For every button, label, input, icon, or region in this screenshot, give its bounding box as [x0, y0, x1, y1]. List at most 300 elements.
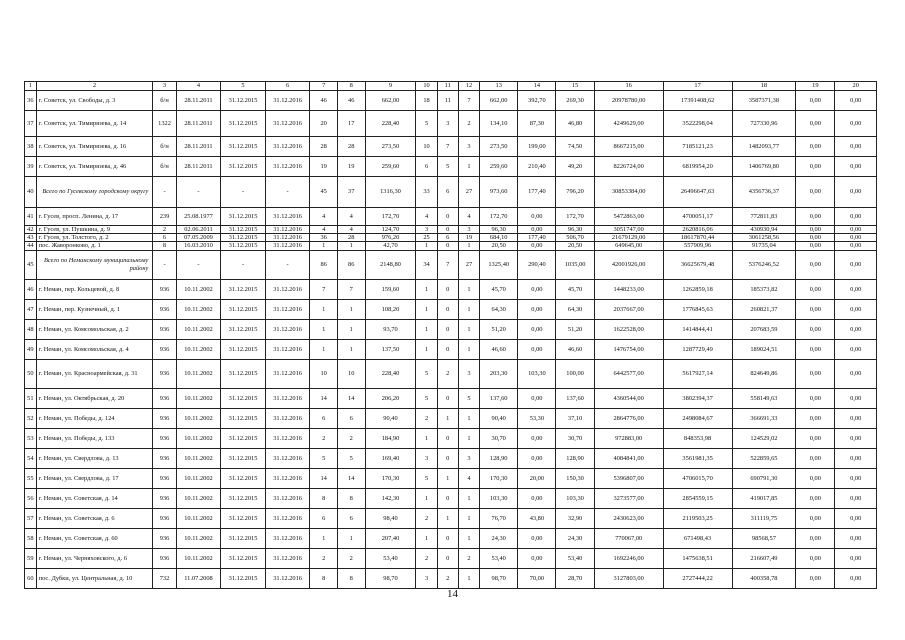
value-cell: 0,00	[835, 548, 877, 568]
value-cell: 1	[437, 508, 458, 528]
value-cell: 6	[310, 408, 338, 428]
value-cell: 0,00	[796, 208, 835, 226]
value-cell: 0,00	[835, 242, 877, 250]
value-cell: 31.12.2016	[265, 548, 310, 568]
address-cell: пос. Жаворонково, д. 1	[36, 242, 153, 250]
value-cell: 3802394,37	[663, 388, 732, 408]
value-cell: 1	[310, 319, 338, 339]
value-cell: 189024,51	[732, 339, 796, 359]
value-cell: 0,00	[835, 488, 877, 508]
value-cell: 5472863,00	[594, 208, 663, 226]
value-cell: 936	[153, 428, 176, 448]
value-cell: 70,00	[518, 568, 556, 588]
address-cell: г. Неман, ул. Советская, д. 14	[36, 488, 153, 508]
row-number-cell: 45	[25, 250, 37, 279]
value-cell: 5617927,14	[663, 359, 732, 388]
value-cell: 150,30	[556, 468, 594, 488]
row-number-cell: 55	[25, 468, 37, 488]
value-cell: 10.11.2002	[176, 319, 221, 339]
value-cell: 1	[458, 339, 479, 359]
row-number-cell: 53	[25, 428, 37, 448]
value-cell: 936	[153, 319, 176, 339]
table-row	[25, 468, 877, 488]
value-cell: 170,30	[365, 468, 416, 488]
value-cell: 0,00	[796, 339, 835, 359]
value-cell: 671498,43	[663, 528, 732, 548]
value-cell: 557909,96	[663, 242, 732, 250]
value-cell: 31.12.2016	[265, 488, 310, 508]
row-number-cell: 56	[25, 488, 37, 508]
value-cell: 5	[416, 111, 437, 137]
value-cell: 0,00	[835, 250, 877, 279]
value-cell: 206,20	[365, 388, 416, 408]
value-cell: 0,00	[518, 226, 556, 234]
value-cell: 5376246,52	[732, 250, 796, 279]
value-cell: 4	[310, 226, 338, 234]
value-cell: 3522298,04	[663, 111, 732, 137]
value-cell: 690791,30	[732, 468, 796, 488]
value-cell: 46	[310, 91, 338, 111]
value-cell: 31.12.2016	[265, 242, 310, 250]
value-cell: б/н	[153, 137, 176, 157]
value-cell: 28	[337, 234, 365, 242]
value-cell: 53,30	[518, 408, 556, 428]
value-cell: 0,00	[796, 299, 835, 319]
value-cell: 6	[337, 508, 365, 528]
page-number: 14	[447, 588, 458, 600]
value-cell: 0,00	[835, 508, 877, 528]
value-cell: 1035,00	[556, 250, 594, 279]
address-cell: г. Неман, ул. Комсомольская, д. 2	[36, 319, 153, 339]
value-cell: 1448233,00	[594, 279, 663, 299]
value-cell: 1	[337, 242, 365, 250]
value-cell: -	[176, 177, 221, 208]
value-cell: 42,70	[365, 242, 416, 250]
table-row	[25, 448, 877, 468]
value-cell: 10.11.2002	[176, 428, 221, 448]
value-cell: 8	[337, 568, 365, 588]
value-cell: 936	[153, 488, 176, 508]
value-cell: 31.12.2015	[221, 448, 266, 468]
value-cell: 210,40	[518, 157, 556, 177]
value-cell: 770067,00	[594, 528, 663, 548]
value-cell: 24,30	[556, 528, 594, 548]
value-cell: 936	[153, 528, 176, 548]
value-cell: 4700051,17	[663, 208, 732, 226]
value-cell: 3273577,00	[594, 488, 663, 508]
value-cell: 0,00	[835, 157, 877, 177]
value-cell: 5	[416, 359, 437, 388]
value-cell: 1	[337, 528, 365, 548]
value-cell: 936	[153, 279, 176, 299]
value-cell: -	[265, 250, 310, 279]
table-row	[25, 242, 877, 250]
value-cell: 31.12.2015	[221, 488, 266, 508]
value-cell: 31.12.2016	[265, 508, 310, 528]
value-cell: 28.11.2011	[176, 137, 221, 157]
value-cell: 31.12.2016	[265, 299, 310, 319]
value-cell: 28.11.2011	[176, 111, 221, 137]
value-cell: 1	[458, 528, 479, 548]
value-cell: 3	[458, 448, 479, 468]
value-cell: 31.12.2016	[265, 448, 310, 468]
value-cell: 2119503,25	[663, 508, 732, 528]
value-cell: 10	[337, 359, 365, 388]
value-cell: 31.12.2015	[221, 528, 266, 548]
table-row	[25, 408, 877, 428]
address-cell: г. Гусев, ул. Пушкина, д. 9	[36, 226, 153, 234]
value-cell: 662,00	[480, 91, 518, 111]
row-number-cell: 52	[25, 408, 37, 428]
value-cell: 2727444,22	[663, 568, 732, 588]
value-cell: 184,90	[365, 428, 416, 448]
value-cell: 6	[337, 408, 365, 428]
value-cell: 4	[310, 208, 338, 226]
column-number-cell: 8	[337, 82, 365, 91]
value-cell: 0,00	[796, 568, 835, 588]
value-cell: 46,60	[480, 339, 518, 359]
value-cell: 0	[437, 528, 458, 548]
value-cell: 1482093,77	[732, 137, 796, 157]
value-cell: 100,00	[556, 359, 594, 388]
value-cell: 31.12.2015	[221, 388, 266, 408]
value-cell: 6	[153, 234, 176, 242]
value-cell: 3	[458, 226, 479, 234]
value-cell: 31.12.2015	[221, 359, 266, 388]
value-cell: 19	[310, 157, 338, 177]
value-cell: 96,30	[556, 226, 594, 234]
value-cell: 28.11.2011	[176, 157, 221, 177]
value-cell: 31.12.2015	[221, 242, 266, 250]
value-cell: 31.12.2016	[265, 234, 310, 242]
value-cell: 1476754,00	[594, 339, 663, 359]
table-row	[25, 91, 877, 111]
value-cell: 36	[310, 234, 338, 242]
value-cell: 3587371,38	[732, 91, 796, 111]
value-cell: 0	[437, 488, 458, 508]
value-cell: 2148,80	[365, 250, 416, 279]
value-cell: 0,00	[518, 548, 556, 568]
address-cell: г. Гусев, ул. Толстого, д. 2	[36, 234, 153, 242]
value-cell: 522859,65	[732, 448, 796, 468]
value-cell: 8	[337, 488, 365, 508]
value-cell: 0,00	[518, 428, 556, 448]
value-cell: 93,70	[365, 319, 416, 339]
address-cell: г. Неман, ул. Свердлова, д. 17	[36, 468, 153, 488]
value-cell: 558149,63	[732, 388, 796, 408]
value-cell: 259,60	[365, 157, 416, 177]
address-cell: г. Советск, ул. Тимирязева, д. 16	[36, 137, 153, 157]
value-cell: 228,40	[365, 359, 416, 388]
value-cell: 31.12.2016	[265, 428, 310, 448]
value-cell: 732	[153, 568, 176, 588]
value-cell: 103,30	[556, 488, 594, 508]
column-number-cell: 19	[796, 82, 835, 91]
row-number-cell: 46	[25, 279, 37, 299]
value-cell: 0,00	[835, 208, 877, 226]
value-cell: -	[221, 250, 266, 279]
value-cell: 0,00	[796, 319, 835, 339]
table-row	[25, 279, 877, 299]
value-cell: 10.11.2002	[176, 468, 221, 488]
value-cell: 0,00	[518, 339, 556, 359]
address-cell: пос. Дубки, ул. Центральная, д. 10	[36, 568, 153, 588]
value-cell: 137,60	[480, 388, 518, 408]
value-cell: 31.12.2016	[265, 359, 310, 388]
value-cell: 10.11.2002	[176, 528, 221, 548]
table-row	[25, 226, 877, 234]
value-cell: 31.12.2016	[265, 226, 310, 234]
value-cell: 33	[416, 177, 437, 208]
value-cell: 2	[458, 548, 479, 568]
value-cell: 14	[337, 388, 365, 408]
value-cell: 0,00	[796, 388, 835, 408]
address-cell: г. Гусев, просп. Ленина, д. 17	[36, 208, 153, 226]
value-cell: 1316,30	[365, 177, 416, 208]
value-cell: 14	[310, 388, 338, 408]
value-cell: 3561981,35	[663, 448, 732, 468]
value-cell: 10	[310, 359, 338, 388]
value-cell: 1	[337, 299, 365, 319]
value-cell: 0,00	[518, 319, 556, 339]
value-cell: 07.05.2009	[176, 234, 221, 242]
value-cell: 0,00	[796, 234, 835, 242]
address-cell: г. Советск, ул. Свободы, д. 3	[36, 91, 153, 111]
value-cell: -	[265, 177, 310, 208]
value-cell: 796,20	[556, 177, 594, 208]
value-cell: 2	[437, 359, 458, 388]
value-cell: 46	[337, 91, 365, 111]
value-cell: 19	[458, 234, 479, 242]
value-cell: 2	[153, 226, 176, 234]
address-cell: г. Неман, ул. Победы, д. 124	[36, 408, 153, 428]
value-cell: 5	[458, 388, 479, 408]
value-cell: 45,70	[480, 279, 518, 299]
column-number-row	[25, 82, 877, 91]
row-number-cell: 54	[25, 448, 37, 468]
value-cell: 216607,49	[732, 548, 796, 568]
value-cell: 53,40	[365, 548, 416, 568]
value-cell: 506,70	[556, 234, 594, 242]
value-cell: 0,00	[796, 111, 835, 137]
value-cell: 90,40	[365, 408, 416, 428]
value-cell: 86	[337, 250, 365, 279]
value-cell: 0,00	[796, 408, 835, 428]
value-cell: 1622528,00	[594, 319, 663, 339]
table-row	[25, 428, 877, 448]
value-cell: 98568,57	[732, 528, 796, 548]
value-cell: 31.12.2015	[221, 226, 266, 234]
row-number-cell: 36	[25, 91, 37, 111]
value-cell: 1	[458, 299, 479, 319]
value-cell: 37,10	[556, 408, 594, 428]
value-cell: 7	[458, 91, 479, 111]
value-cell: 0,00	[796, 448, 835, 468]
value-cell: 0	[437, 319, 458, 339]
value-cell: 0,00	[835, 177, 877, 208]
value-cell: 21679129,00	[594, 234, 663, 242]
value-cell: 103,30	[480, 488, 518, 508]
value-cell: 207,40	[365, 528, 416, 548]
column-number-cell: 1	[25, 82, 37, 91]
value-cell: 31.12.2015	[221, 508, 266, 528]
value-cell: 0	[437, 388, 458, 408]
value-cell: 936	[153, 359, 176, 388]
value-cell: 1	[437, 468, 458, 488]
value-cell: 0,00	[796, 359, 835, 388]
value-cell: 311119,75	[732, 508, 796, 528]
value-cell: 64,30	[480, 299, 518, 319]
row-number-cell: 51	[25, 388, 37, 408]
value-cell: 4249629,00	[594, 111, 663, 137]
value-cell: 26496647,63	[663, 177, 732, 208]
value-cell: 10.11.2002	[176, 548, 221, 568]
column-number-cell: 15	[556, 82, 594, 91]
value-cell: 0,00	[835, 359, 877, 388]
value-cell: 8	[310, 568, 338, 588]
total-row	[25, 250, 877, 279]
value-cell: 2	[337, 548, 365, 568]
value-cell: 91735,04	[732, 242, 796, 250]
value-cell: 0,00	[835, 111, 877, 137]
value-cell: 14	[310, 468, 338, 488]
value-cell: 31.12.2015	[221, 568, 266, 588]
table-row	[25, 339, 877, 359]
value-cell: 0	[437, 279, 458, 299]
row-number-cell: 49	[25, 339, 37, 359]
row-number-cell: 50	[25, 359, 37, 388]
value-cell: 1	[458, 408, 479, 428]
value-cell: 6	[437, 234, 458, 242]
value-cell: 0	[437, 339, 458, 359]
value-cell: 10.11.2002	[176, 339, 221, 359]
value-cell: 727330,96	[732, 111, 796, 137]
value-cell: 5	[437, 157, 458, 177]
value-cell: 170,30	[480, 468, 518, 488]
value-cell: 4706015,70	[663, 468, 732, 488]
value-cell: 259,60	[480, 157, 518, 177]
value-cell: 20978780,00	[594, 91, 663, 111]
value-cell: 1	[310, 242, 338, 250]
column-number-cell: 12	[458, 82, 479, 91]
row-number-cell: 42	[25, 226, 37, 234]
row-number-cell: 40	[25, 177, 37, 208]
value-cell: 0,00	[796, 488, 835, 508]
value-cell: 34	[416, 250, 437, 279]
value-cell: 17391408,62	[663, 91, 732, 111]
value-cell: 159,60	[365, 279, 416, 299]
value-cell: 31.12.2015	[221, 319, 266, 339]
address-cell: г. Неман, ул. Свердлова, д. 13	[36, 448, 153, 468]
address-cell: г. Неман, ул. Советская, д. 60	[36, 528, 153, 548]
value-cell: б/н	[153, 91, 176, 111]
value-cell: 31.12.2016	[265, 528, 310, 548]
value-cell: 0,00	[835, 408, 877, 428]
value-cell: 0,00	[835, 468, 877, 488]
value-cell: 207683,59	[732, 319, 796, 339]
value-cell: 936	[153, 548, 176, 568]
value-cell: 4	[416, 208, 437, 226]
value-cell: 10	[416, 137, 437, 157]
value-cell: 11.07.2008	[176, 568, 221, 588]
value-cell: 936	[153, 448, 176, 468]
value-cell: 16.03.2010	[176, 242, 221, 250]
value-cell: 400358,78	[732, 568, 796, 588]
value-cell: 5	[310, 448, 338, 468]
value-cell: 290,40	[518, 250, 556, 279]
address-cell: г. Неман, ул. Черняховского, д. 6	[36, 548, 153, 568]
table-row	[25, 488, 877, 508]
value-cell: 1	[416, 488, 437, 508]
value-cell: 2037667,00	[594, 299, 663, 319]
value-cell: 8	[310, 488, 338, 508]
value-cell: 45,70	[556, 279, 594, 299]
column-number-cell: 20	[835, 82, 877, 91]
value-cell: 3051747,00	[594, 226, 663, 234]
value-cell: 199,00	[518, 137, 556, 157]
value-cell: 20,50	[556, 242, 594, 250]
value-cell: 02.06.2011	[176, 226, 221, 234]
row-number-cell: 37	[25, 111, 37, 137]
table-row	[25, 548, 877, 568]
value-cell: 848353,98	[663, 428, 732, 448]
total-label-cell: Всего по Гусевскому городскому округу	[36, 177, 153, 208]
value-cell: 31.12.2015	[221, 279, 266, 299]
value-cell: 124529,02	[732, 428, 796, 448]
value-cell: -	[153, 177, 176, 208]
value-cell: 31.12.2016	[265, 388, 310, 408]
value-cell: 10.11.2002	[176, 508, 221, 528]
value-cell: 172,70	[365, 208, 416, 226]
value-cell: 273,50	[365, 137, 416, 157]
value-cell: 936	[153, 468, 176, 488]
value-cell: 14	[337, 468, 365, 488]
value-cell: 0,00	[835, 528, 877, 548]
value-cell: 45	[310, 177, 338, 208]
value-cell: 185373,82	[732, 279, 796, 299]
value-cell: 1	[416, 528, 437, 548]
address-cell: г. Неман, ул. Октябрьская, д. 20	[36, 388, 153, 408]
value-cell: 4	[337, 208, 365, 226]
value-cell: 1	[416, 299, 437, 319]
value-cell: 662,00	[365, 91, 416, 111]
value-cell: 2	[310, 548, 338, 568]
value-cell: 177,40	[518, 177, 556, 208]
value-cell: 972883,00	[594, 428, 663, 448]
value-cell: 4084841,00	[594, 448, 663, 468]
address-cell: г. Неман, пер. Кольцевой, д. 8	[36, 279, 153, 299]
value-cell: 31.12.2015	[221, 91, 266, 111]
value-cell: 31.12.2015	[221, 208, 266, 226]
column-number-cell: 13	[480, 82, 518, 91]
column-number-cell: 5	[221, 82, 266, 91]
value-cell: 37	[337, 177, 365, 208]
value-cell: 20,00	[518, 468, 556, 488]
value-cell: 1	[458, 319, 479, 339]
value-cell: 2498084,67	[663, 408, 732, 428]
column-number-cell: 2	[36, 82, 153, 91]
value-cell: 4	[458, 208, 479, 226]
value-cell: 31.12.2015	[221, 137, 266, 157]
value-cell: 0,00	[518, 528, 556, 548]
value-cell: 0,00	[796, 91, 835, 111]
value-cell: 1	[337, 319, 365, 339]
value-cell: 0,00	[835, 319, 877, 339]
value-cell: 8	[153, 242, 176, 250]
value-cell: 86	[310, 250, 338, 279]
value-cell: 31.12.2016	[265, 339, 310, 359]
value-cell: 1	[458, 568, 479, 588]
